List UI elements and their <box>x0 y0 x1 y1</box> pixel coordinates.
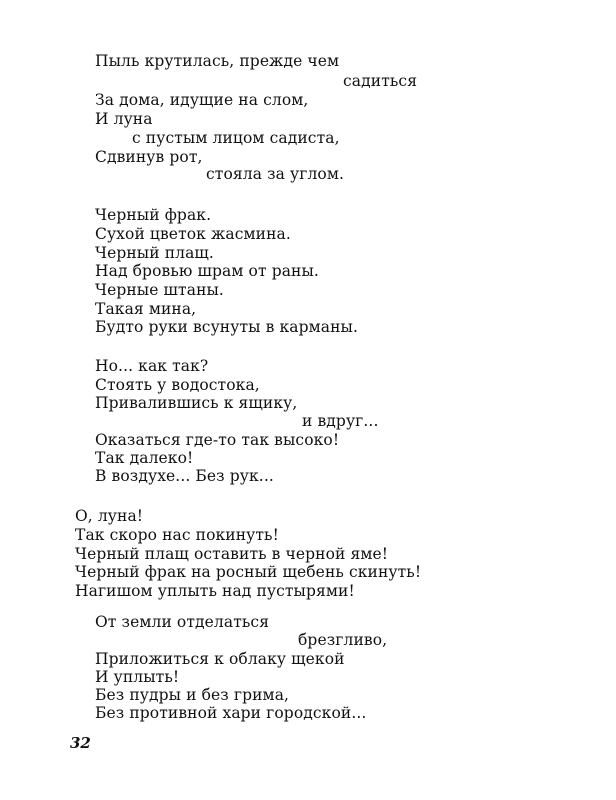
poem-line: садиться <box>343 72 418 90</box>
poem-line: Черные штаны. <box>95 281 224 299</box>
poem-line: Приложиться к облаку щекой <box>95 650 345 668</box>
poem-line: За дома, идущие на слом, <box>95 91 309 109</box>
poem-line: И уплыть! <box>95 668 180 686</box>
poem-line: В воздухе... Без рук... <box>95 467 274 485</box>
poem-line: Без противной хари городской... <box>95 704 367 722</box>
poem-line: Но... как так? <box>95 357 209 375</box>
poem-line: Черный фрак. <box>95 206 212 224</box>
poem-line: Будто руки всунуты в карманы. <box>95 318 358 336</box>
poem-line: Так скоро нас покинуть! <box>75 526 279 544</box>
poem-line: Сдвинув рот, <box>95 148 203 166</box>
poem-line: Пыль крутилась, прежде чем <box>95 52 340 70</box>
poem-line: с пустым лицом садиста, <box>132 129 340 147</box>
poem-line: стояла за углом. <box>206 165 345 183</box>
poem-line: Над бровью шрам от раны. <box>95 262 319 280</box>
poem-line: и вдруг... <box>302 412 379 430</box>
poem-line: Черный плащ оставить в черной яме! <box>75 545 389 563</box>
page-number: 32 <box>70 734 91 752</box>
poem-line: Оказаться где-то так высоко! <box>95 431 340 449</box>
poem-line: Так далеко! <box>95 449 194 467</box>
poem-line: Привалившись к ящику, <box>95 394 298 412</box>
poem-line: И луна <box>95 110 153 128</box>
poem-line: Без пудры и без грима, <box>95 686 290 704</box>
poem-line: Нагишом уплыть над пустырями! <box>75 582 355 600</box>
poem-line: Черный плащ. <box>95 244 214 262</box>
poem-line: Черный фрак на росный щебень скинуть! <box>75 563 422 581</box>
poem-line: От земли отделаться <box>95 613 270 631</box>
poem-line: Сухой цветок жасмина. <box>95 225 291 243</box>
poem-line: Такая мина, <box>95 300 197 318</box>
poem-line: Стоять у водостока, <box>95 376 260 394</box>
poem-line: брезгливо, <box>298 631 388 649</box>
poem-line: О, луна! <box>75 507 144 525</box>
